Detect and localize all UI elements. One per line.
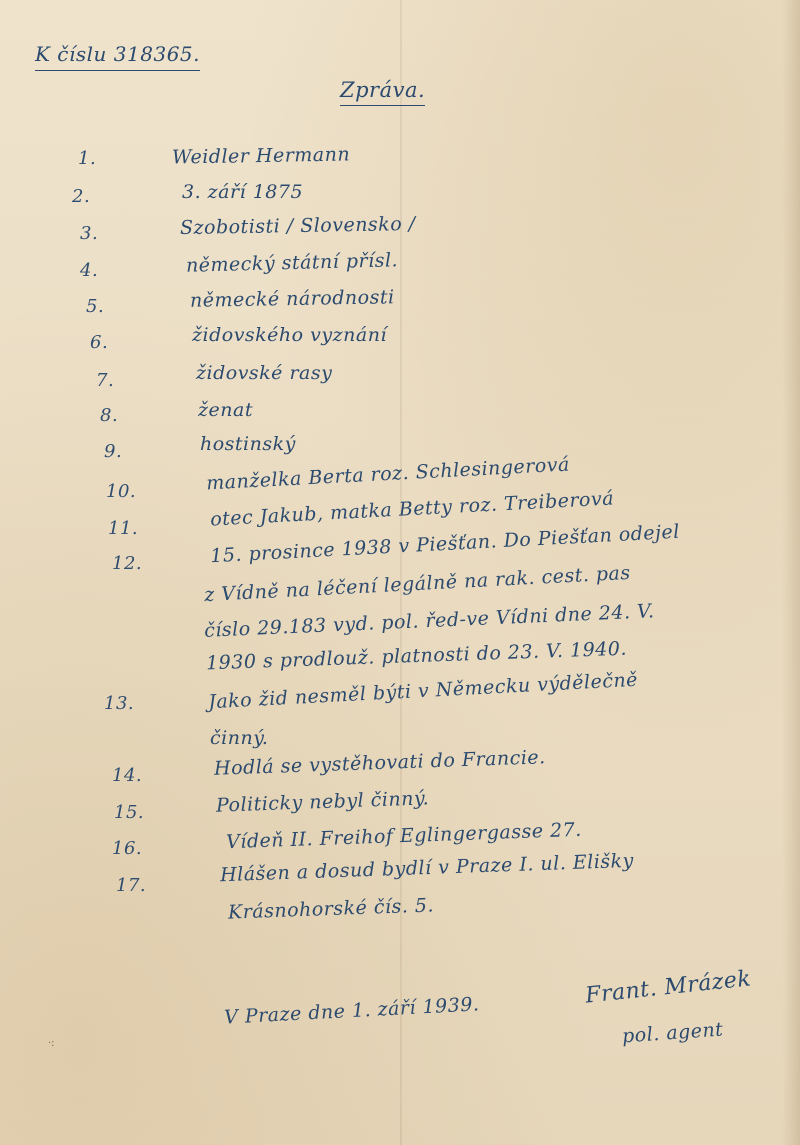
item-number: 9.	[104, 441, 123, 462]
item-text: Krásnohorské čís. 5.	[227, 894, 435, 924]
item-text: Hodlá se vystěhovati do Francie.	[213, 746, 547, 780]
item-number: 11.	[108, 518, 139, 539]
item-text: 15. prosince 1938 v Piešťan. Do Piešťan odejel	[209, 520, 681, 568]
reference-number: K číslu 318365.	[35, 42, 200, 71]
item-number: 4.	[80, 260, 99, 281]
item-number: 12.	[112, 553, 143, 574]
item-number: 2.	[72, 186, 91, 207]
paper-fold	[400, 0, 402, 1145]
document-title: Zpráva.	[340, 78, 425, 106]
paper-edge	[782, 0, 800, 1145]
item-text: Hlášen a dosud bydlí v Praze I. ul. Elišky	[219, 849, 635, 887]
item-text: hostinský	[200, 433, 296, 455]
signer-role: pol. agent	[621, 1018, 725, 1048]
item-number: 14.	[112, 765, 143, 786]
item-number: 10.	[106, 481, 137, 502]
item-text: Szobotisti / Slovensko /	[179, 212, 416, 240]
item-text: ženat	[198, 399, 253, 421]
item-number: 16.	[112, 838, 143, 859]
item-number: 5.	[86, 296, 105, 317]
item-text: německý státní přísl.	[185, 249, 399, 277]
item-text: činný.	[210, 727, 269, 749]
place-date: V Praze dne 1. září 1939.	[223, 993, 480, 1029]
item-text: číslo 29.183 vyd. pol. řed-ve Vídni dne 24. V.	[203, 600, 655, 642]
item-text: německé národnosti	[189, 286, 395, 312]
item-number: 1.	[78, 148, 97, 169]
item-text: Vídeň II. Freihof Eglingergasse 27.	[225, 818, 583, 854]
item-text: otec Jakub, matka Betty roz. Treiberová	[209, 487, 615, 531]
item-number: 15.	[114, 802, 145, 823]
item-number: 8.	[100, 405, 119, 426]
item-text: z Vídně na léčení legálně na rak. cest. pas	[203, 561, 632, 607]
item-text: manželka Berta roz. Schlesingerová	[205, 453, 571, 495]
item-text: židovského vyznání	[192, 324, 388, 346]
item-number: 6.	[90, 332, 109, 353]
signature: Frant. Mrázek	[584, 966, 753, 1009]
archive-mark: ·:	[48, 1038, 55, 1049]
item-number: 7.	[96, 370, 115, 391]
item-number: 13.	[104, 693, 135, 714]
item-text: židovské rasy	[196, 362, 333, 384]
item-text: 3. září 1875	[182, 181, 304, 203]
item-text: 1930 s prodlouž. platnosti do 23. V. 1940.	[205, 637, 628, 675]
item-text: Politicky nebyl činný.	[215, 787, 430, 817]
item-text: Weidler Hermann	[171, 143, 351, 169]
item-number: 17.	[116, 875, 147, 896]
item-text: Jako žid nesměl býti v Německu výdělečně	[207, 668, 639, 714]
item-number: 3.	[80, 223, 99, 244]
